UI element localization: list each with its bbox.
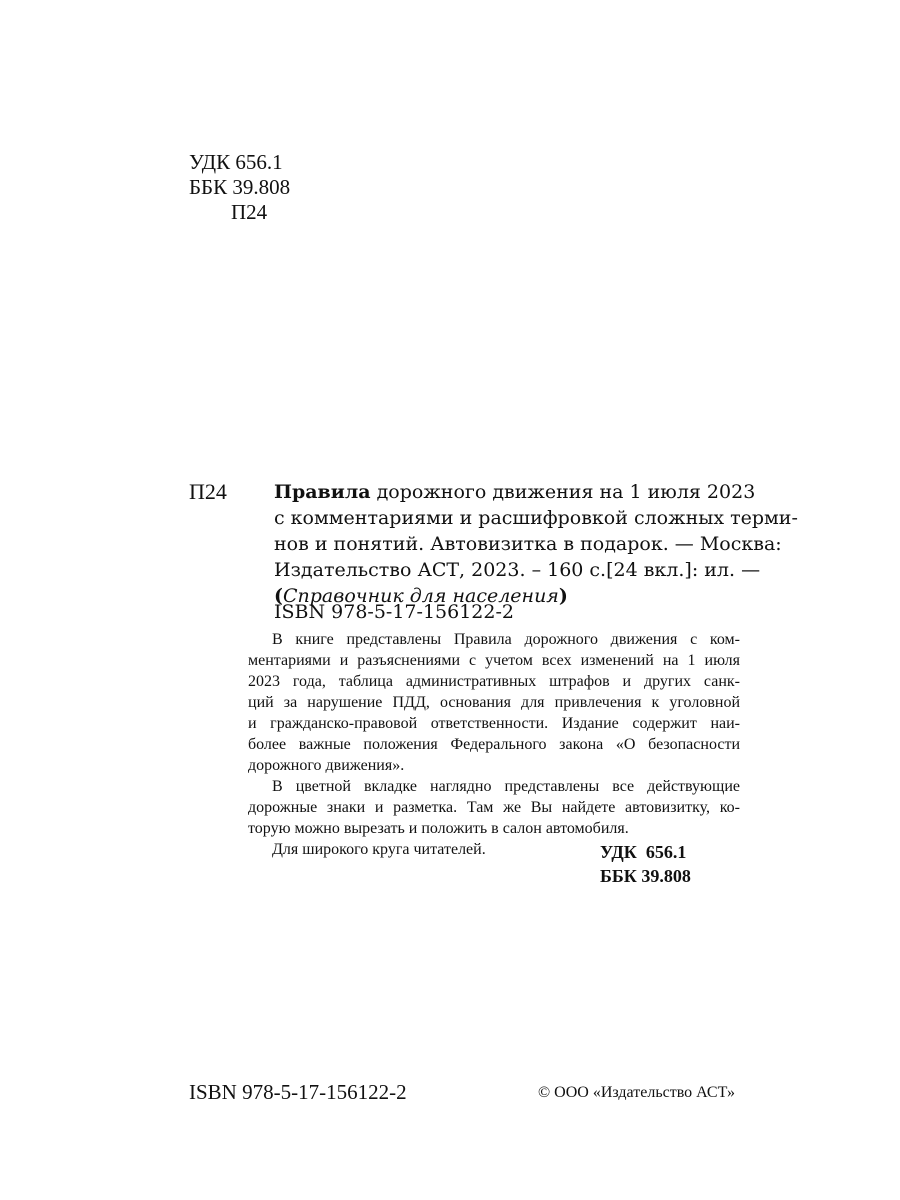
copyright-notice: © ООО «Издательство АСТ»: [538, 1084, 735, 1101]
udk-code-top: УДК 656.1: [189, 150, 283, 174]
udk-code-bottom: УДК 656.1: [600, 842, 687, 862]
entry-line-4: Издательство АСТ, 2023. – 160 с.[24 вкл.]: ил. —: [274, 559, 761, 581]
bottom-classification-codes: [600, 840, 740, 888]
abstract-audience: Для широкого круга читателей.: [272, 841, 486, 858]
abstract-line: дорожные знаки и разметка. Там же Вы найдете автовизитку, ко-: [248, 799, 740, 816]
entry-line-1-rest: дорожного движения на 1 июля 2023: [370, 481, 756, 503]
abstract-line: ментариями и разъяснениями с учетом всех изменений на 1 июля: [248, 652, 740, 669]
entry-line-1: [274, 479, 756, 505]
bibliographic-entry: [274, 479, 798, 609]
abstract-line: В книге представлены Правила дорожного движения с ком-: [272, 631, 740, 648]
abstract-line: ций за нарушение ПДД, основания для привлечения к уголовной: [248, 694, 740, 711]
author-mark-top: П24: [231, 200, 268, 224]
abstract-line: 2023 года, таблица административных штрафов и других санк-: [248, 673, 740, 690]
series-close-paren: ): [558, 585, 568, 607]
bbk-code-bottom: ББК 39.808: [600, 866, 691, 886]
entry-line-2: с комментариями и расшифровкой сложных терми-: [274, 507, 798, 529]
entry-isbn: ISBN 978-5-17-156122-2: [274, 601, 514, 623]
abstract-line: дорожного движения».: [248, 757, 405, 774]
entry-title-bold: Правила: [274, 481, 371, 503]
bbk-code-top: ББК 39.808: [189, 175, 291, 199]
abstract: [248, 629, 740, 860]
series-title: Справочник для населения: [283, 585, 559, 607]
top-classification-codes: [189, 150, 290, 225]
series-open-paren: (: [274, 585, 283, 607]
abstract-line: и гражданско-правовой ответственности. Издание содержит наи-: [248, 715, 740, 732]
entry-author-mark: П24: [189, 479, 227, 504]
footer-isbn: ISBN 978-5-17-156122-2: [189, 1080, 407, 1104]
entry-line-3: нов и понятий. Автовизитка в подарок. — Москва:: [274, 533, 782, 555]
abstract-line: более важные положения Федерального закона «О безопасности: [248, 736, 740, 753]
abstract-line: В цветной вкладке наглядно представлены все действующие: [272, 778, 740, 795]
abstract-line: торую можно вырезать и положить в салон автомобиля.: [248, 820, 629, 837]
